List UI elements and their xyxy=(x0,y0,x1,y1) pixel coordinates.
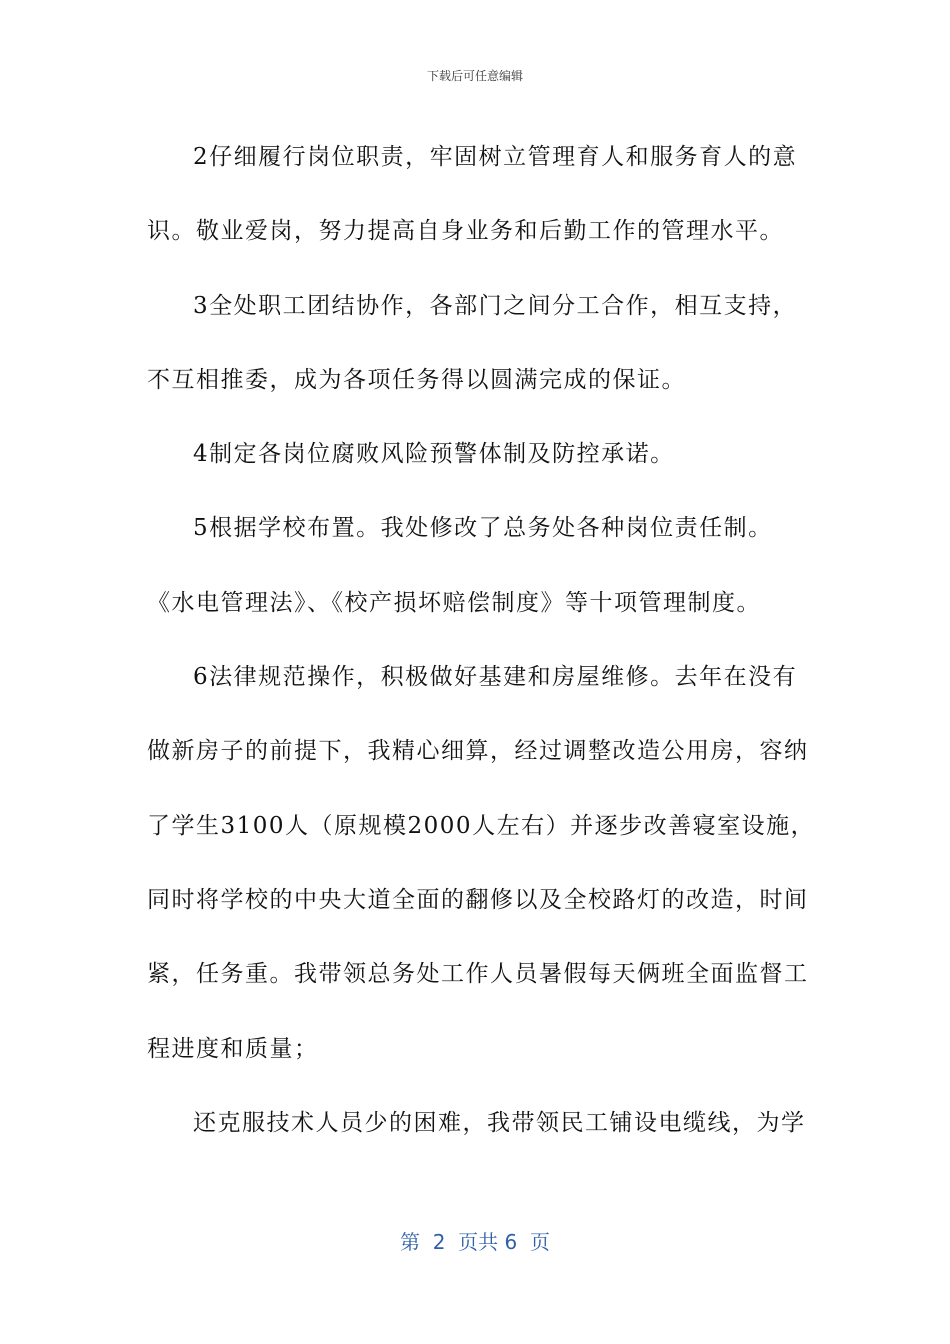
paragraph-line: 还克服技术人员少的困难，我带领民工铺设电缆线，为学 xyxy=(193,1109,806,1136)
paragraph-line: 紧，任务重。我带领总务处工作人员暑假每天俩班全面监督工 xyxy=(147,961,809,988)
paragraph-line: 识。敬业爱岗，努力提高自身业务和后勤工作的管理水平。 xyxy=(147,218,784,245)
page-number-footer: 第 2 页共 6 页 xyxy=(400,1230,550,1254)
paragraph-line: 4制定各岗位腐败风险预警体制及防控承诺。 xyxy=(193,441,675,468)
paragraph-line: 5根据学校布置。我处修改了总务处各种岗位责任制。 xyxy=(193,515,773,542)
paragraph-line: 3全处职工团结协作，各部门之间分工合作，相互支持， xyxy=(193,292,798,319)
paragraph-line: 程进度和质量； xyxy=(147,1035,319,1062)
paragraph-line: 2仔细履行岗位职责，牢固树立管理育人和服务育人的意 xyxy=(193,144,798,170)
paragraph-line: 了学生3100人（原规模2000人左右）并逐步改善寝室设施， xyxy=(147,812,816,839)
header-note: 下载后可任意编辑 xyxy=(426,69,523,83)
paragraph-line: 同时将学校的中央大道全面的翻修以及全校路灯的改造，时间 xyxy=(147,886,809,913)
paragraph-line: 做新房子的前提下，我精心细算，经过调整改造公用房，容纳 xyxy=(147,738,809,765)
paragraph-line: 不互相推委，成为各项任务得以圆满完成的保证。 xyxy=(147,366,686,393)
document-body xyxy=(147,120,816,1160)
paragraph-line: 6法律规范操作，积极做好基建和房屋维修。去年在没有 xyxy=(193,664,798,691)
paragraph-line: 《水电管理法》、《校产损坏赔偿制度》等十项管理制度。 xyxy=(147,589,761,616)
